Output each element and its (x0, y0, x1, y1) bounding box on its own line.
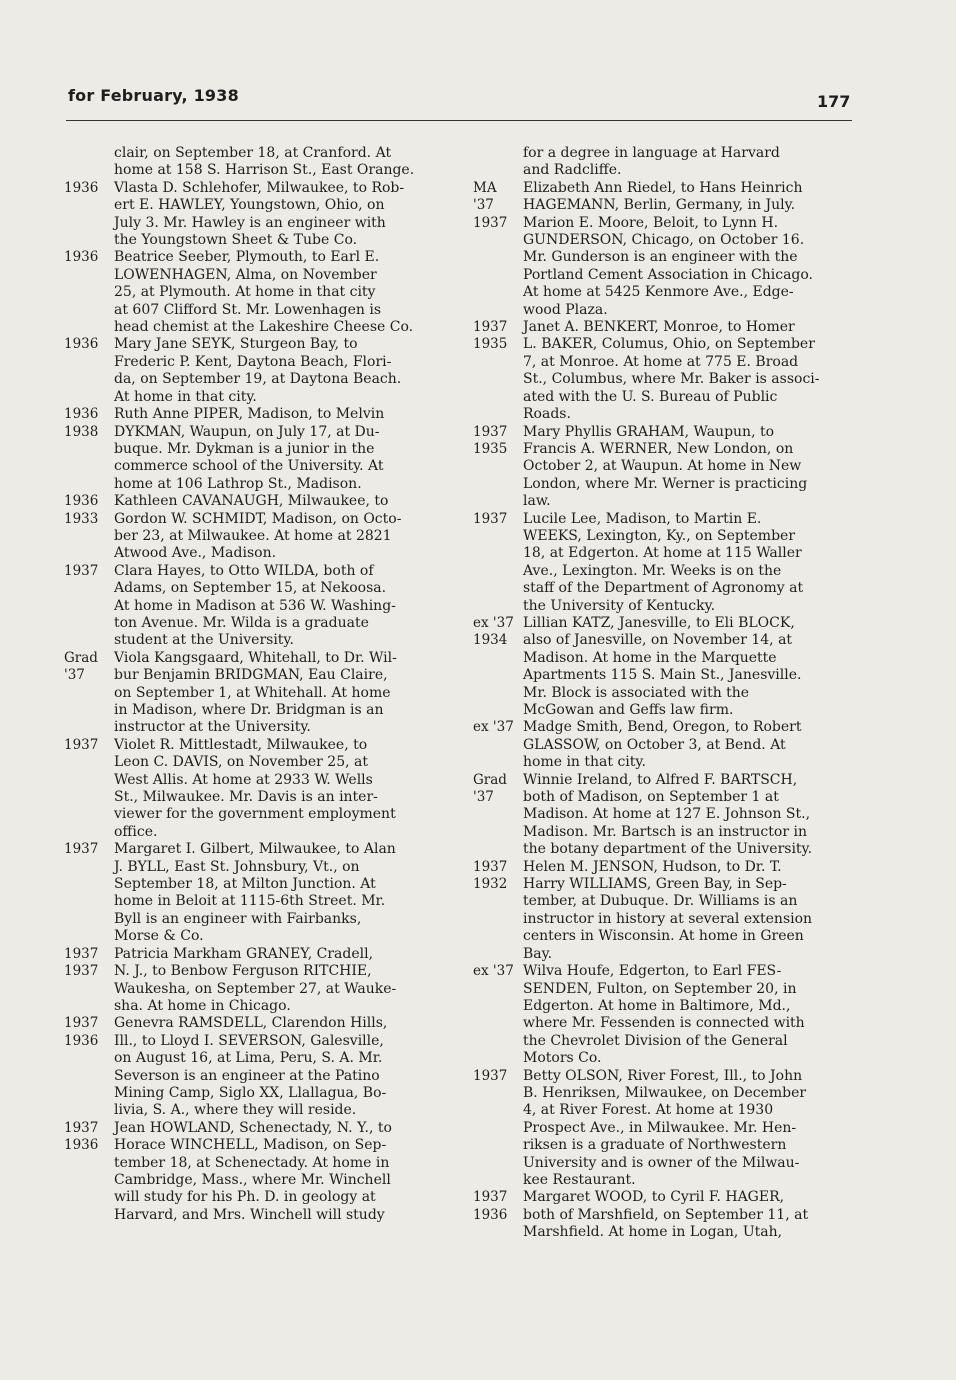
text-line (64, 719, 452, 736)
line-text: ert E. HAWLEY, Youngstown, Ohio, on (114, 197, 385, 214)
text-line (473, 859, 857, 876)
text-line (64, 580, 452, 597)
line-text: McGowan and Geffs law firm. (523, 702, 734, 718)
line-text: Viola Kangsgaard, Whitehall, to Dr. Wil- (114, 649, 397, 666)
text-line (473, 1207, 857, 1224)
line-text: Beatrice Seeber, Plymouth, to Earl E. (114, 249, 380, 266)
class-year-tag: '37 (473, 789, 494, 806)
line-text: where Mr. Fessenden is connected with (523, 1015, 805, 1032)
line-text: the University of Kentucky. (523, 597, 716, 614)
text-line (64, 267, 452, 284)
text-line (64, 911, 452, 928)
text-line (64, 702, 452, 719)
text-line (473, 476, 857, 493)
text-line (64, 841, 452, 858)
line-text: home at 106 Lathrop St., Madison. (114, 475, 362, 492)
line-text: HAGEMANN, Berlin, Germany, in July. (523, 197, 796, 214)
text-line (473, 928, 857, 945)
line-text: Madison. At home at 127 E. Johnson St., (523, 806, 811, 823)
line-text: October 2, at Waupun. At home in New (523, 458, 802, 475)
line-text: clair, on September 18, at Cranford. At (114, 145, 392, 161)
line-text: the Youngstown Sheet & Tube Co. (114, 232, 358, 249)
line-text: 18, at Edgerton. At home at 115 Waller (523, 545, 802, 562)
line-text: Jean HOWLAND, Schenectady, N. Y., to (114, 1119, 392, 1136)
line-text: Prospect Ave., in Milwaukee. Mr. Hen- (523, 1119, 797, 1136)
line-text: both of Madison, on September 1 at (523, 789, 779, 806)
text-line (473, 911, 857, 928)
line-text: L. BAKER, Columus, Ohio, on September (523, 336, 815, 353)
line-text: bur Benjamin BRIDGMAN, Eau Claire, (114, 667, 388, 684)
line-text: Waukesha, on September 27, at Wauke- (114, 980, 397, 997)
line-text: July 3. Mr. Hawley is an engineer with (114, 214, 386, 231)
line-text: tember 18, at Schenectady. At home in (114, 1154, 390, 1171)
line-text: commerce school of the University. At (114, 458, 384, 475)
text-line (64, 493, 452, 510)
line-text: ton Avenue. Mr. Wilda is a graduate (114, 614, 369, 631)
line-text: Mr. Block is associated with the (523, 684, 750, 701)
line-text: Helen M. JENSON, Hudson, to Dr. T. (523, 858, 782, 875)
line-text: Byll is an engineer with Fairbanks, (114, 910, 362, 927)
text-line (473, 215, 857, 232)
line-text: Genevra RAMSDELL, Clarendon Hills, (114, 1015, 388, 1032)
text-line (473, 511, 857, 528)
line-text: Marion E. Moore, Beloit, to Lynn H. (523, 214, 779, 231)
line-text: GLASSOW, on October 3, at Bend. At (523, 736, 786, 753)
line-text: head chemist at the Lakeshire Cheese Co. (114, 319, 414, 336)
text-line (64, 876, 452, 893)
line-text: Frederic P. Kent, Daytona Beach, Flori- (114, 353, 392, 370)
line-text: student at the University. (114, 632, 294, 649)
text-line (473, 719, 857, 736)
text-line (473, 302, 857, 319)
line-text: will study for his Ph. D. in geology at (114, 1189, 376, 1206)
text-line (64, 1207, 452, 1224)
text-line (64, 424, 452, 441)
line-text: Elizabeth Ann Riedel, to Hans Heinrich (523, 179, 803, 196)
line-text: Janet A. BENKERT, Monroe, to Homer (523, 319, 795, 336)
text-line (64, 824, 452, 841)
line-text: WEEKS, Lexington, Ky., on September (523, 527, 796, 544)
text-line (473, 841, 857, 858)
line-text: Kathleen CAVANAUGH, Milwaukee, to (114, 493, 389, 510)
text-line (64, 1068, 452, 1085)
line-text: Ill., to Lloyd I. SEVERSON, Galesville, (114, 1032, 384, 1049)
class-year-tag: 1936 (64, 249, 99, 266)
line-text: 25, at Plymouth. At home in that city (114, 284, 376, 301)
line-text: for a degree in language at Harvard (523, 145, 780, 161)
text-line (473, 162, 857, 179)
text-line (473, 1015, 857, 1032)
line-text: Edgerton. At home in Baltimore, Md., (523, 997, 791, 1014)
line-text: At home in Madison at 536 W. Washing- (114, 597, 396, 614)
right-column (473, 145, 857, 1242)
text-line (473, 545, 857, 562)
text-line (64, 615, 452, 632)
text-line (64, 772, 452, 789)
line-text: at 607 Clifford St. Mr. Lowenhagen is (114, 301, 381, 318)
text-line (64, 319, 452, 336)
text-line (64, 1033, 452, 1050)
text-line (473, 650, 857, 667)
text-line (473, 702, 857, 719)
text-line (64, 1102, 452, 1119)
text-line (64, 389, 452, 406)
line-text: ated with the U. S. Bureau of Public (523, 388, 778, 405)
running-header: for February, 1938 (68, 86, 239, 105)
line-text: and Radcliffe. (523, 162, 622, 179)
line-text: centers in Wisconsin. At home in Green (523, 928, 804, 945)
text-line (64, 1015, 452, 1032)
text-line (64, 963, 452, 980)
text-line (64, 632, 452, 649)
text-line (64, 598, 452, 615)
text-line (64, 284, 452, 301)
text-line (473, 963, 857, 980)
class-year-tag: 1937 (473, 510, 508, 527)
text-line (64, 302, 452, 319)
line-text: Wilva Houfe, Edgerton, to Earl FES- (523, 963, 782, 980)
class-year-tag: 1937 (473, 319, 508, 336)
line-text: N. J., to Benbow Ferguson RITCHIE, (114, 963, 372, 980)
text-line (473, 232, 857, 249)
text-line (473, 772, 857, 789)
text-line (64, 1172, 452, 1189)
line-text: both of Marshfield, on September 11, at (523, 1206, 809, 1223)
text-line (64, 754, 452, 771)
line-text: Ave., Lexington. Mr. Weeks is on the (523, 562, 782, 579)
line-text: DYKMAN, Waupun, on July 17, at Du- (114, 423, 380, 440)
text-line (64, 789, 452, 806)
text-line (64, 406, 452, 423)
line-text: Winnie Ireland, to Alfred F. BARTSCH, (523, 771, 798, 788)
class-year-tag: 1933 (64, 510, 99, 527)
text-line (473, 1137, 857, 1154)
line-text: Marshfield. At home in Logan, Utah, (523, 1224, 783, 1241)
line-text: law. (523, 493, 551, 510)
text-line (64, 180, 452, 197)
text-line (473, 580, 857, 597)
line-text: Madison. Mr. Bartsch is an instructor in (523, 823, 807, 840)
line-text: London, where Mr. Werner is practicing (523, 475, 808, 492)
line-text: Madison. At home in the Marquette (523, 649, 777, 666)
line-text: Leon C. DAVIS, on November 25, at (114, 754, 368, 771)
text-line (64, 650, 452, 667)
text-line (64, 545, 452, 562)
class-year-tag: 1937 (473, 423, 508, 440)
text-line (473, 406, 857, 423)
class-year-tag: 1934 (473, 632, 508, 649)
text-line (64, 336, 452, 353)
line-text: Lillian KATZ, Janesville, to Eli BLOCK, (523, 614, 795, 631)
class-year-tag: 1938 (64, 423, 99, 440)
text-line (473, 632, 857, 649)
line-text: Portland Cement Association in Chicago. (523, 266, 814, 283)
line-text: Ruth Anne PIPER, Madison, to Melvin (114, 406, 385, 423)
text-line (473, 180, 857, 197)
text-line (64, 667, 452, 684)
line-text: Harvard, and Mrs. Winchell will study (114, 1206, 385, 1223)
text-line (64, 232, 452, 249)
class-year-tag: ex '37 (473, 614, 514, 631)
line-text: St., Milwaukee. Mr. Davis is an inter- (114, 789, 378, 806)
line-text: office. (114, 823, 158, 840)
text-line (64, 1120, 452, 1137)
line-text: Severson is an engineer at the Patino (114, 1067, 380, 1084)
class-year-tag: 1935 (473, 336, 508, 353)
text-line (473, 389, 857, 406)
text-line (473, 876, 857, 893)
line-text: 7, at Monroe. At home at 775 E. Broad (523, 353, 799, 370)
line-text: Adams, on September 15, at Nekoosa. (114, 580, 387, 597)
line-text: Violet R. Mittlestadt, Milwaukee, to (114, 736, 368, 753)
line-text: home in that city. (523, 754, 646, 771)
text-line (64, 162, 452, 179)
text-line (64, 946, 452, 963)
text-line (473, 336, 857, 353)
line-text: Roads. (523, 406, 571, 423)
text-line (473, 1224, 857, 1241)
text-line (473, 615, 857, 632)
line-text: LOWENHAGEN, Alma, on November (114, 266, 377, 283)
class-year-tag: 1936 (64, 1137, 99, 1154)
line-text: home in Beloit at 1115-6th Street. Mr. (114, 893, 386, 910)
text-line (64, 806, 452, 823)
line-text: on September 1, at Whitehall. At home (114, 684, 391, 701)
class-year-tag: 1937 (473, 858, 508, 875)
text-line (473, 1189, 857, 1206)
text-line (64, 249, 452, 266)
line-text: da, on September 19, at Daytona Beach. (114, 371, 402, 388)
line-text: Clara Hayes, to Otto WILDA, both of (114, 562, 374, 579)
text-line (64, 441, 452, 458)
line-text: Bay. (523, 945, 553, 962)
text-line (473, 946, 857, 963)
text-line (473, 685, 857, 702)
class-year-tag: 1936 (473, 1206, 508, 1223)
class-year-tag: 1936 (64, 336, 99, 353)
text-line (64, 354, 452, 371)
line-text: Margaret I. Gilbert, Milwaukee, to Alan (114, 841, 396, 858)
line-text: GUNDERSON, Chicago, on October 16. (523, 232, 805, 249)
line-text: University and is owner of the Milwau- (523, 1154, 800, 1171)
text-line (64, 737, 452, 754)
text-line (473, 893, 857, 910)
line-text: J. BYLL, East St. Johnsbury, Vt., on (114, 858, 360, 875)
class-year-tag: 1937 (64, 736, 99, 753)
line-text: in Madison, where Dr. Bridgman is an (114, 702, 384, 718)
text-line (64, 563, 452, 580)
line-text: September 18, at Milton Junction. At (114, 876, 376, 893)
line-text: 4, at River Forest. At home at 1930 (523, 1102, 774, 1119)
text-line (473, 249, 857, 266)
text-line (64, 458, 452, 475)
line-text: Margaret WOOD, to Cyril F. HAGER, (523, 1189, 785, 1206)
class-year-tag: MA (473, 179, 497, 196)
text-line (473, 1068, 857, 1085)
text-line (64, 1050, 452, 1067)
class-year-tag: 1937 (473, 1067, 508, 1084)
text-line (473, 284, 857, 301)
text-line (473, 1102, 857, 1119)
text-line (64, 859, 452, 876)
line-text: Mary Phyllis GRAHAM, Waupun, to (523, 423, 775, 440)
text-line (473, 754, 857, 771)
text-line (473, 1120, 857, 1137)
line-text: Mary Jane SEYK, Sturgeon Bay, to (114, 336, 358, 353)
line-text: wood Plaza. (523, 301, 608, 318)
text-line (473, 1155, 857, 1172)
class-year-tag: Grad (473, 771, 507, 788)
line-text: Horace WINCHELL, Madison, on Sep- (114, 1137, 387, 1154)
class-year-tag: 1937 (64, 1119, 99, 1136)
class-year-tag: 1937 (64, 562, 99, 579)
class-year-tag: ex '37 (473, 719, 514, 736)
text-line (64, 685, 452, 702)
class-year-tag: 1936 (64, 179, 99, 196)
text-line (473, 1033, 857, 1050)
text-line (473, 667, 857, 684)
text-line (473, 371, 857, 388)
line-text: Morse & Co. (114, 928, 204, 945)
text-line (473, 441, 857, 458)
line-text: Madge Smith, Bend, Oregon, to Robert (523, 719, 802, 736)
text-line (64, 1189, 452, 1206)
line-text: Mining Camp, Siglo XX, Llallagua, Bo- (114, 1084, 387, 1101)
text-line (473, 1172, 857, 1189)
class-year-tag: 1935 (473, 440, 508, 457)
line-text: the Chevrolet Division of the General (523, 1032, 788, 1049)
text-line (473, 981, 857, 998)
text-line (473, 737, 857, 754)
class-year-tag: 1937 (64, 1015, 99, 1032)
class-year-tag: '37 (473, 197, 494, 214)
class-year-tag: 1937 (64, 841, 99, 858)
class-year-tag: 1936 (64, 493, 99, 510)
text-line (64, 1085, 452, 1102)
line-text: Mr. Gunderson is an engineer with the (523, 249, 798, 266)
text-line (473, 528, 857, 545)
line-text: viewer for the government employment (114, 806, 396, 823)
text-line (473, 424, 857, 441)
line-text: riksen is a graduate of Northwestern (523, 1137, 787, 1154)
class-year-tag: 1937 (64, 945, 99, 962)
text-line (64, 998, 452, 1015)
text-line (64, 215, 452, 232)
line-text: Lucile Lee, Madison, to Martin E. (523, 510, 762, 527)
text-line (64, 1155, 452, 1172)
left-column (64, 145, 452, 1224)
line-text: Apartments 115 S. Main St., Janesville. (523, 667, 802, 684)
text-line (64, 511, 452, 528)
text-line (64, 371, 452, 388)
text-line (473, 563, 857, 580)
line-text: B. Henriksen, Milwaukee, on December (523, 1084, 807, 1101)
line-text: also of Janesville, on November 14, at (523, 632, 793, 649)
class-year-tag: 1937 (64, 963, 99, 980)
line-text: SENDEN, Fulton, on September 20, in (523, 980, 797, 997)
line-text: on August 16, at Lima, Peru, S. A. Mr. (114, 1050, 383, 1067)
text-line (473, 598, 857, 615)
class-year-tag: 1937 (473, 214, 508, 231)
line-text: At home at 5425 Kenmore Ave., Edge- (523, 284, 794, 301)
line-text: kee Restaurant. (523, 1171, 636, 1188)
text-line (64, 528, 452, 545)
line-text: Cambridge, Mass., where Mr. Winchell (114, 1171, 391, 1188)
line-text: Betty OLSON, River Forest, Ill., to John (523, 1067, 803, 1084)
text-line (64, 145, 452, 162)
class-year-tag: 1937 (473, 1189, 508, 1206)
class-year-tag: 1936 (64, 406, 99, 423)
text-line (473, 319, 857, 336)
text-line (64, 476, 452, 493)
line-text: instructor at the University. (114, 719, 311, 736)
line-text: Motors Co. (523, 1050, 602, 1067)
line-text: Harry WILLIAMS, Green Bay, in Sep- (523, 876, 787, 893)
text-line (473, 824, 857, 841)
text-line (64, 1137, 452, 1154)
line-text: the botany department of the University. (523, 841, 813, 858)
text-line (473, 1050, 857, 1067)
line-text: At home in that city. (114, 388, 257, 405)
text-line (473, 458, 857, 475)
line-text: home at 158 S. Harrison St., East Orange. (114, 162, 415, 179)
line-text: staff of the Department of Agronomy at (523, 580, 804, 597)
line-text: buque. Mr. Dykman is a junior in the (114, 440, 375, 457)
class-year-tag: Grad (64, 649, 98, 666)
text-line (473, 998, 857, 1015)
line-text: instructor in history at several extension (523, 910, 813, 927)
line-text: West Allis. At home at 2933 W. Wells (114, 771, 373, 788)
class-year-tag: 1936 (64, 1032, 99, 1049)
text-line (64, 981, 452, 998)
line-text: tember, at Dubuque. Dr. Williams is an (523, 893, 798, 910)
class-year-tag: 1932 (473, 876, 508, 893)
line-text: Francis A. WERNER, New London, on (523, 440, 794, 457)
line-text: Atwood Ave., Madison. (114, 545, 277, 562)
line-text: Vlasta D. Schlehofer, Milwaukee, to Rob- (114, 179, 405, 196)
text-line (64, 928, 452, 945)
text-line (473, 493, 857, 510)
line-text: St., Columbus, where Mr. Baker is associ- (523, 371, 820, 388)
text-line (473, 806, 857, 823)
text-line (64, 197, 452, 214)
line-text: Gordon W. SCHMIDT, Madison, on Octo- (114, 510, 402, 527)
text-line (473, 789, 857, 806)
page-number: 177 (817, 92, 851, 111)
line-text: sha. At home in Chicago. (114, 997, 291, 1014)
text-line (64, 893, 452, 910)
text-line (473, 354, 857, 371)
class-year-tag: ex '37 (473, 963, 514, 980)
line-text: livia, S. A., where they will reside. (114, 1102, 357, 1119)
text-line (473, 197, 857, 214)
line-text: ber 23, at Milwaukee. At home at 2821 (114, 527, 392, 544)
text-line (473, 145, 857, 162)
text-line (473, 1085, 857, 1102)
line-text: Patricia Markham GRANEY, Cradell, (114, 945, 374, 962)
header-rule (66, 120, 852, 121)
class-year-tag: '37 (64, 667, 85, 684)
text-line (473, 267, 857, 284)
